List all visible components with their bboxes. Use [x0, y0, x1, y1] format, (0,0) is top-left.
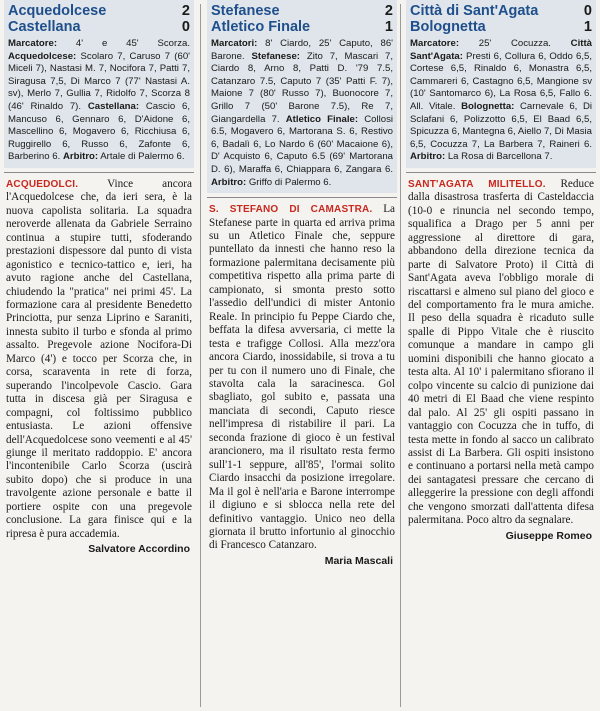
team2-lineup: Collosi 6.5, Mogavero 6, Martorana S. 6, Restivo 6, Badalì 6, Lo Nardo 6 (60' Macaione 6), D' Acquisto 6, Caputo 6.5 (69' Martorana D. 6), Maraffa 6, Chiappara 6, Zangara 6. [211, 113, 393, 175]
article-body [4, 178, 194, 541]
referee: La Rosa di Barcellona 7. [447, 151, 553, 163]
article-text: La Stefanese parte in quarta ed arriva prima su un Atletico Finale che, seppure puntellato da innesti che hanno reso la formazione palermitana decisamente più competitiva rispetto alla prima parte di campionato, si smonta presto sotto l'assedio dell'undici di mister Antonio Reale. In principio fu Peppe Ciardo che, beffata la difesa avversaria, ci mette la testa e trafigge Collosi. Alla mezz'ora ancora Ciardo, inossidabile, si trova a tu per tu con il numero uno di Finale, che stavolta cala la saracinesca. Gol sbagliato, gol subito e, passata una manciata di secondi, Caputo riesce nell'impresa di ristabilire il pari. La seconda frazione di gioco è un festival arancionero, ma il risultato resta fermo sull'1-1 seppure, all'85', l'ormai solito Ciardo insacchi da posizione irregolare. Ma il gol è nell'aria e Barone interrompe il digiuno e si sblocca nella rete del definitivo vantaggio. Unico neo della giornata il brutto infortunio al ginocchio di Francesco Catanzaro. [209, 203, 396, 552]
scorers-label: Marcatore: [8, 38, 58, 49]
referee-label: Arbitro: [62, 151, 99, 163]
dateline: SANT'AGATA MILITELLO. [408, 178, 546, 190]
referee-label: Arbitro: [211, 176, 247, 188]
article-body [406, 178, 596, 528]
home-team-name: Stefanese [211, 3, 280, 19]
author-byline: Giuseppe Romeo [505, 529, 592, 542]
dateline: ACQUEDOLCI. [6, 178, 79, 190]
home-team-name: Città di Sant'Agata [410, 3, 539, 19]
team2-label: Bolognetta: [461, 100, 515, 112]
section-divider [406, 172, 596, 173]
team2-lineup: Carnevale 6, Di Sclafani 6, Polizzotto 6,5, El Baad 6,5, Spicuzza 6, Mantegna 6, Aiello 7, Di Masia 6,5, Cocuzza 7, La Barbera 7, Raineri 6. [410, 100, 593, 150]
article-body [207, 203, 397, 553]
home-team-row [410, 3, 592, 19]
referee: Artale di Palermo 6. [100, 151, 185, 163]
team1-lineup: Zito 7, Mascari 7, Ciardo 8, Arno 8, Patti D. '79 7.5, Catanzaro 7.5, Caputo 7 (35' Patti F. 7), Maione 7 (80' Russo 7), Buonocore 7, Grillo 7 (50' Barone 7.5), Re 7, Giangardella 7. [211, 50, 393, 125]
away-team-name: Atletico Finale [211, 19, 311, 35]
match-box [207, 0, 397, 193]
away-team-row [211, 19, 393, 35]
home-team-row [8, 3, 190, 19]
team1-lineup: Presti 6, Collura 6, Oddo 6,5, Cortese 6,5, Rinaldo 6, Monastra 6,5, Cammareri 6, Castagno 6,5, Mangione sv (10' Santomarco 6), La Rosa 6,5, Fallo 6. All. Vitale. [410, 50, 593, 112]
referee-label: Arbitro: [410, 151, 446, 163]
scorers: 8' Ciardo, 25' Caputo, 86' Barone. [211, 38, 393, 62]
column-rule [200, 4, 201, 707]
scorers: 25' Cocuzza. [478, 38, 551, 49]
away-team-score: 1 [583, 19, 592, 35]
match-report-box [8, 38, 190, 164]
scorers-label: Marcatore: [410, 38, 460, 49]
section-divider [4, 172, 194, 173]
match-box [4, 0, 194, 168]
team1-label: Città Sant'Agata: [410, 38, 592, 62]
home-team-score: 2 [384, 3, 393, 19]
scorers: 4' e 45' Scorza. [75, 38, 190, 49]
home-team-name: Acquedolcese [8, 3, 107, 19]
away-team-name: Castellana [8, 19, 81, 35]
match-column-1 [4, 0, 194, 555]
away-team-score: 0 [181, 19, 190, 35]
article-text: Reduce dalla disastrosa trasferta di Casteldaccia (10-0 e rinuncia nel secondo tempo, squalifica a Drago per 5 anni per aggressione al direttore di gara, abbandono della direzione tecnica da parte di Salvatore Proto) il Città di Sant'Agata aveva l'obbligo morale di riscattarsi e almeno sul piano del gioco e del comportamento fra le mura amiche. Il peso della squadra è ricaduto sulle spalle di Pippo Vitale che è riuscito comunque a mandare in campo gli uomini disponibili che hanno giocato a testa alta. Al 10' i palermitano sfiorano il colpo vincente su calcio di punizione dai 40 metri di El Baad che viene respinto dal palo. Al 25' gli ospiti passano in vantaggio con Cocuzza che in tuffo, di testa mette in fondo al sacco un calibrato assist di La Barbera. Gli ospiti insistono e continuano a portarsi nella metà campo dei santagatesi pressare che cercano di alleggerire la pressione con degli affondi che vengono smorzati dall'attenta difesa palermitana. Poco altro da segnalare. [408, 177, 595, 527]
team1-lineup: Scolaro 7, Caruso 7 (60' Miceli 7), Nastasi M. 7, Nocifora 7, Patti 7, Siragusa 7,5, Di Marco 7 (77' Nastasi A. sv), Merlo 7, Gullia 7, Ridolfo 7, Scorza 8 (46' Rinaldo 7). [8, 50, 190, 112]
author-byline: Maria Mascali [324, 554, 393, 567]
away-team-name: Bolognetta [410, 19, 486, 35]
home-team-row [211, 3, 393, 19]
match-report-box [410, 38, 592, 164]
away-team-row [410, 19, 592, 35]
match-column-3 [406, 0, 596, 542]
section-divider [207, 197, 397, 198]
home-team-score: 2 [181, 3, 190, 19]
away-team-row [8, 19, 190, 35]
match-column-2 [207, 0, 397, 567]
match-report-box [211, 38, 393, 189]
team1-label: Stefanese: [251, 50, 300, 62]
referee: Griffo di Palermo 6. [248, 176, 332, 188]
column-rule [400, 4, 401, 707]
scorers-label: Marcatori: [211, 38, 258, 49]
team2-label: Castellana: [87, 100, 140, 112]
team1-label: Acquedolcese: [8, 50, 77, 62]
team2-label: Atletico Finale: [285, 113, 359, 125]
home-team-score: 0 [583, 3, 592, 19]
dateline: S. STEFANO DI CAMASTRA. [209, 204, 373, 216]
team2-lineup: Cascio 6, Mancuso 6, Gennaro 6, D'Aidone 6, Mascellino 6, Mogavero 6, Ricchiusa 6, Ruggirello 6, Russo 6, Zafonte 6, Barberino 6. [8, 100, 190, 163]
match-box [406, 0, 596, 168]
article-text: Vince ancora l'Acquedolcese che, da ieri sera, è la nuova capolista solitaria. La squadra neroverde allenata da Gabriele Serraino continua a stupire tutti, sfoderando prestazioni dispessore dal punto di vista agonistico e tecnico-tattico e, ieri, ha avuto ragione anche del Castellana, chiudendo la "pratica" nei primi 45'. La formazione cara al presidente Benedetto Princiotta, pur senza Liprino e Saraniti, innesta subito il turbo e sfonda al primo assalto. Pregevole azione Nocifora-Di Marco (4') e tocco per Scorza che, in corsa, scaraventa in rete di forza, superando l'incolpevole Cascio. Gara tutta in discesa già per Siragusa e compagni, col foltissimo pubblico entusiasta. Le azioni offensive dell'Acquedolcese sono veementi e al 45' giunge il meritato raddoppio. E' ancora l'incontenibile Carlo Scorza (uscirà subito dopo) che si produce in una travolgente azione personale e batte il portiere ospite con una pregevole conclusione. La gara finisce qui e la ripresa è pura accademia. [6, 177, 192, 540]
away-team-score: 1 [384, 19, 393, 35]
author-byline: Salvatore Accordino [88, 543, 190, 556]
